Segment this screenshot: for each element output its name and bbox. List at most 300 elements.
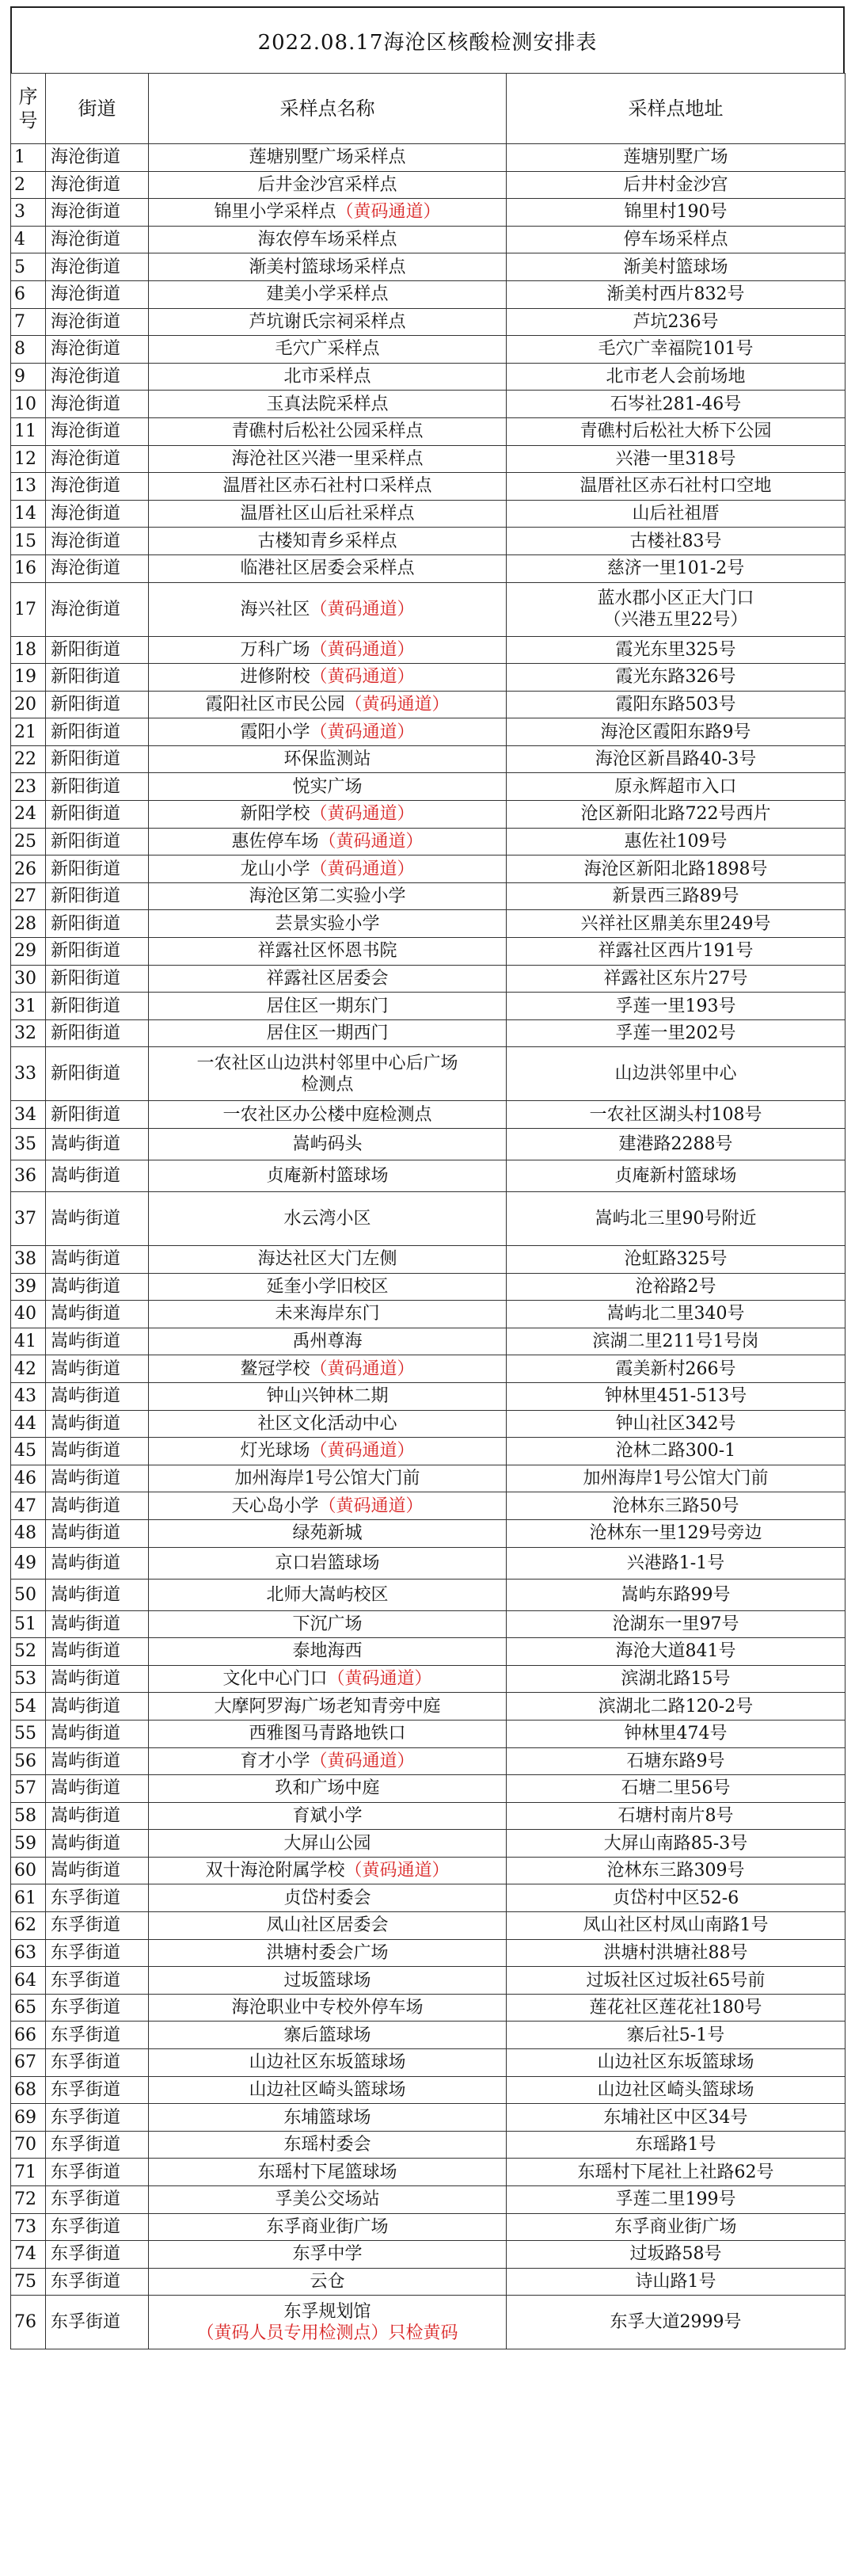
table-row xyxy=(11,1519,846,1547)
cell-no: 6 xyxy=(11,280,46,308)
cell-no: 27 xyxy=(11,882,46,910)
site-address-text: 沧林东三路50号 xyxy=(612,1496,739,1516)
site-address-text: 嵩屿北三里90号附近 xyxy=(595,1209,757,1229)
cell-no: 40 xyxy=(11,1301,46,1328)
cell-no: 39 xyxy=(11,1273,46,1301)
cell-site-name xyxy=(149,2049,507,2077)
table-row xyxy=(11,391,846,418)
cell-site-name xyxy=(149,1693,507,1721)
cell-no: 64 xyxy=(11,1967,46,1995)
site-name-text: 渐美村篮球场采样点 xyxy=(249,257,406,277)
table-row xyxy=(11,1693,846,1721)
site-name-text: 下沉广场 xyxy=(292,1614,363,1634)
cell-site-name xyxy=(149,554,507,582)
cell-site-address xyxy=(507,773,846,801)
site-address-text: 渐美村西片832号 xyxy=(606,284,745,305)
site-name-text: 一农社区山边洪村邻里中心后广场 xyxy=(196,1053,458,1073)
cell-no: 22 xyxy=(11,745,46,773)
table-row xyxy=(11,417,846,445)
cell-site-name xyxy=(149,500,507,528)
cell-no: 36 xyxy=(11,1160,46,1192)
cell-no: 29 xyxy=(11,938,46,966)
cell-no: 1 xyxy=(11,144,46,172)
table-row xyxy=(11,2241,846,2269)
site-address-text: 青礁村后松社大桥下公园 xyxy=(580,421,772,442)
cell-site-name xyxy=(149,1802,507,1830)
cell-site-address xyxy=(507,554,846,582)
cell-no: 19 xyxy=(11,664,46,692)
cell-site-address xyxy=(507,636,846,664)
cell-site-name xyxy=(149,280,507,308)
cell-no: 70 xyxy=(11,2131,46,2159)
site-name-text: 孚美公交场站 xyxy=(275,2189,380,2210)
site-name-text: 未来海岸东门 xyxy=(275,1304,380,1324)
cell-no: 66 xyxy=(11,2022,46,2049)
cell-site-name xyxy=(149,417,507,445)
table-row xyxy=(11,308,846,336)
cell-street: 东孚街道 xyxy=(46,1939,149,1967)
cell-site-name xyxy=(149,582,507,636)
cell-site-address xyxy=(507,2296,846,2349)
table-row xyxy=(11,1129,846,1160)
cell-street: 新阳街道 xyxy=(46,993,149,1020)
cell-street: 嵩屿街道 xyxy=(46,1519,149,1547)
cell-site-name xyxy=(149,1912,507,1940)
cell-no: 9 xyxy=(11,363,46,391)
cell-no: 3 xyxy=(11,199,46,227)
cell-site-address xyxy=(507,718,846,746)
cell-street: 嵩屿街道 xyxy=(46,1438,149,1465)
site-address-text: 海沧区新昌路40-3号 xyxy=(595,749,757,770)
table-row xyxy=(11,2104,846,2132)
cell-site-address xyxy=(507,1019,846,1047)
table-row xyxy=(11,473,846,501)
table-row xyxy=(11,1939,846,1967)
cell-site-address xyxy=(507,144,846,172)
site-name-text: 水云湾小区 xyxy=(283,1209,371,1229)
site-name-text: 一农社区办公楼中庭检测点 xyxy=(222,1104,432,1125)
cell-site-address xyxy=(507,1693,846,1721)
cell-street: 东孚街道 xyxy=(46,2296,149,2349)
cell-site-name xyxy=(149,171,507,199)
site-address-text: 加州海岸1号公馆大门前 xyxy=(583,1469,769,1489)
table-row xyxy=(11,801,846,829)
cell-site-name xyxy=(149,773,507,801)
cell-no: 41 xyxy=(11,1328,46,1355)
site-address-text: 东瑶村下尾社上社路62号 xyxy=(577,2162,774,2182)
site-address-text: 钟山社区342号 xyxy=(615,1413,736,1434)
cell-no: 52 xyxy=(11,1638,46,1666)
cell-site-name xyxy=(149,1830,507,1858)
cell-no: 21 xyxy=(11,718,46,746)
site-address-text: 钟林里451-513号 xyxy=(604,1386,747,1407)
cell-site-address xyxy=(507,910,846,938)
cell-site-address xyxy=(507,226,846,253)
cell-site-name xyxy=(149,855,507,883)
cell-site-name xyxy=(149,1273,507,1301)
cell-site-address xyxy=(507,1047,846,1101)
cell-site-name xyxy=(149,1355,507,1383)
cell-no: 76 xyxy=(11,2296,46,2349)
site-name-text: 海兴社区 xyxy=(240,599,310,619)
cell-site-name xyxy=(149,965,507,993)
cell-street: 嵩屿街道 xyxy=(46,1492,149,1520)
cell-street: 东孚街道 xyxy=(46,2268,149,2296)
cell-site-name xyxy=(149,1665,507,1693)
site-address-text: 嵩屿东路99号 xyxy=(621,1584,731,1605)
cell-site-name xyxy=(149,2268,507,2296)
cell-site-name xyxy=(149,2104,507,2132)
site-name-text: 山边社区崎头篮球场 xyxy=(249,2079,406,2100)
site-name-note: （黄码人员专用检测点）只检黄码 xyxy=(196,2323,458,2343)
cell-site-address xyxy=(507,391,846,418)
site-address-text: 沧林二路300-1 xyxy=(615,1441,736,1461)
cell-site-name xyxy=(149,1019,507,1047)
cell-street: 嵩屿街道 xyxy=(46,1547,149,1579)
site-name-text: 海沧区第二实验小学 xyxy=(249,886,406,907)
cell-site-address xyxy=(507,1830,846,1858)
cell-site-address xyxy=(507,1519,846,1547)
cell-site-address xyxy=(507,363,846,391)
cell-site-name xyxy=(149,2076,507,2104)
cell-site-name xyxy=(149,1160,507,1192)
cell-no: 8 xyxy=(11,336,46,364)
cell-street: 新阳街道 xyxy=(46,801,149,829)
site-address-text: 北市老人会前场地 xyxy=(606,367,746,387)
site-name-text: 惠佐停车场 xyxy=(231,831,319,852)
site-name-text: 凤山社区居委会 xyxy=(266,1915,389,1936)
cell-site-name xyxy=(149,1967,507,1995)
table-row xyxy=(11,1492,846,1520)
header-street: 街道 xyxy=(46,74,149,144)
table-row xyxy=(11,199,846,227)
cell-site-address xyxy=(507,1192,846,1246)
site-address-text: 后井村金沙宫 xyxy=(623,174,728,195)
cell-no: 45 xyxy=(11,1438,46,1465)
site-address-line2: （兴港五里22号） xyxy=(603,610,748,630)
site-name-line2: 检测点 xyxy=(301,1074,354,1095)
cell-street: 嵩屿街道 xyxy=(46,1579,149,1610)
cell-street: 新阳街道 xyxy=(46,636,149,664)
cell-street: 嵩屿街道 xyxy=(46,1301,149,1328)
cell-site-name xyxy=(149,745,507,773)
site-address-text: 钟林里474号 xyxy=(624,1724,728,1744)
table-row xyxy=(11,1994,846,2022)
cell-site-name xyxy=(149,391,507,418)
cell-street: 海沧街道 xyxy=(46,528,149,555)
cell-no: 7 xyxy=(11,308,46,336)
cell-site-name xyxy=(149,664,507,692)
cell-site-address xyxy=(507,1410,846,1438)
site-address-text: 新景西三路89号 xyxy=(612,886,739,907)
cell-street: 东孚街道 xyxy=(46,1994,149,2022)
table-row xyxy=(11,1802,846,1830)
site-name-text: 贞岱村委会 xyxy=(283,1888,371,1908)
cell-street: 嵩屿街道 xyxy=(46,1246,149,1274)
cell-no: 68 xyxy=(11,2076,46,2104)
site-name-text: 芦坑谢氏宗祠采样点 xyxy=(249,311,406,332)
cell-street: 新阳街道 xyxy=(46,1047,149,1101)
table-row xyxy=(11,965,846,993)
cell-site-address xyxy=(507,2131,846,2159)
cell-site-name xyxy=(149,1101,507,1129)
cell-no: 59 xyxy=(11,1830,46,1858)
cell-site-name xyxy=(149,1939,507,1967)
cell-site-name xyxy=(149,1638,507,1666)
cell-street: 东孚街道 xyxy=(46,2241,149,2269)
cell-site-address xyxy=(507,1547,846,1579)
site-name-text: 绿苑新城 xyxy=(292,1523,363,1544)
header-no: 序号 xyxy=(11,74,46,144)
cell-street: 新阳街道 xyxy=(46,855,149,883)
table-row xyxy=(11,773,846,801)
site-address-text: 沧区新阳北路722号西片 xyxy=(580,804,771,825)
table-row xyxy=(11,582,846,636)
site-address-text: 石塘二里56号 xyxy=(621,1778,731,1799)
cell-site-name xyxy=(149,1775,507,1803)
table-row xyxy=(11,1967,846,1995)
yellow-code-tag: （黄码通道） xyxy=(310,1441,415,1461)
site-address-text: 沧林东三路309号 xyxy=(606,1861,745,1881)
site-name-text: 海沧社区兴港一里采样点 xyxy=(231,448,424,469)
table-row xyxy=(11,1160,846,1192)
cell-street: 海沧街道 xyxy=(46,417,149,445)
table-body xyxy=(11,144,846,2349)
cell-site-address xyxy=(507,1802,846,1830)
cell-site-name xyxy=(149,1857,507,1884)
cell-site-address xyxy=(507,1857,846,1884)
site-address-text: 兴祥社区鼎美东里249号 xyxy=(580,913,771,934)
site-name-text: 灯光球场 xyxy=(240,1441,310,1461)
cell-street: 新阳街道 xyxy=(46,938,149,966)
cell-site-address xyxy=(507,1912,846,1940)
cell-street: 嵩屿街道 xyxy=(46,1857,149,1884)
cell-site-name xyxy=(149,1129,507,1160)
cell-site-name xyxy=(149,363,507,391)
cell-no: 50 xyxy=(11,1579,46,1610)
cell-site-address xyxy=(507,664,846,692)
cell-street: 嵩屿街道 xyxy=(46,1160,149,1192)
cell-site-address xyxy=(507,993,846,1020)
cell-site-address xyxy=(507,1665,846,1693)
cell-no: 12 xyxy=(11,445,46,473)
cell-no: 63 xyxy=(11,1939,46,1967)
cell-site-address xyxy=(507,2213,846,2241)
cell-site-name xyxy=(149,226,507,253)
table-row xyxy=(11,2296,846,2349)
site-name-text: 大屏山公园 xyxy=(283,1833,371,1854)
yellow-code-tag: （黄码通道） xyxy=(310,804,415,825)
table-row xyxy=(11,336,846,364)
cell-site-name xyxy=(149,882,507,910)
site-address-text: 沧林东一里129号旁边 xyxy=(589,1523,762,1544)
site-name-text: 居住区一期东门 xyxy=(266,996,389,1016)
header-site-name: 采样点名称 xyxy=(149,74,507,144)
cell-street: 东孚街道 xyxy=(46,2104,149,2132)
cell-no: 38 xyxy=(11,1246,46,1274)
site-address-text: 凤山社区村凤山南路1号 xyxy=(583,1915,769,1936)
cell-street: 新阳街道 xyxy=(46,910,149,938)
cell-street: 新阳街道 xyxy=(46,745,149,773)
cell-street: 海沧街道 xyxy=(46,336,149,364)
site-name-text: 东埔篮球场 xyxy=(283,2107,371,2128)
site-name-text: 东瑶村委会 xyxy=(283,2135,371,2155)
site-address-text: 霞美新村266号 xyxy=(615,1358,736,1379)
site-name-text: 芸景实验小学 xyxy=(275,913,380,934)
table-row xyxy=(11,2076,846,2104)
cell-street: 嵩屿街道 xyxy=(46,1382,149,1410)
cell-site-name xyxy=(149,1579,507,1610)
table-row xyxy=(11,280,846,308)
cell-site-address xyxy=(507,445,846,473)
table-row xyxy=(11,1410,846,1438)
cell-no: 13 xyxy=(11,473,46,501)
cell-street: 海沧街道 xyxy=(46,308,149,336)
cell-site-address xyxy=(507,528,846,555)
cell-site-name xyxy=(149,1519,507,1547)
cell-no: 72 xyxy=(11,2186,46,2214)
cell-site-address xyxy=(507,1967,846,1995)
cell-street: 海沧街道 xyxy=(46,500,149,528)
cell-site-name xyxy=(149,1047,507,1101)
table-row xyxy=(11,1301,846,1328)
table-row xyxy=(11,910,846,938)
table-row xyxy=(11,664,846,692)
cell-site-name xyxy=(149,801,507,829)
table-row xyxy=(11,1192,846,1246)
cell-street: 嵩屿街道 xyxy=(46,1693,149,1721)
cell-site-name xyxy=(149,993,507,1020)
site-address-text: 孚莲二里199号 xyxy=(615,2189,736,2210)
cell-street: 海沧街道 xyxy=(46,363,149,391)
table-row xyxy=(11,938,846,966)
cell-site-address xyxy=(507,2268,846,2296)
cell-no: 35 xyxy=(11,1129,46,1160)
table-row xyxy=(11,993,846,1020)
cell-no: 62 xyxy=(11,1912,46,1940)
yellow-code-tag: （黄码通道） xyxy=(344,694,450,714)
cell-site-name xyxy=(149,938,507,966)
cell-site-name xyxy=(149,1382,507,1410)
table-row xyxy=(11,500,846,528)
cell-site-address xyxy=(507,938,846,966)
cell-site-name xyxy=(149,308,507,336)
site-name-text: 悦实广场 xyxy=(292,776,363,797)
table-row xyxy=(11,1912,846,1940)
site-name-text: 天心岛小学 xyxy=(231,1496,319,1516)
yellow-code-tag: （黄码通道） xyxy=(336,202,441,223)
cell-site-address xyxy=(507,1994,846,2022)
cell-no: 56 xyxy=(11,1747,46,1775)
table-row xyxy=(11,1101,846,1129)
cell-no: 44 xyxy=(11,1410,46,1438)
cell-site-address xyxy=(507,2022,846,2049)
yellow-code-tag: （黄码通道） xyxy=(310,722,415,742)
cell-site-address xyxy=(507,855,846,883)
cell-no: 65 xyxy=(11,1994,46,2022)
cell-no: 26 xyxy=(11,855,46,883)
cell-street: 海沧街道 xyxy=(46,391,149,418)
cell-no: 23 xyxy=(11,773,46,801)
site-address-text: 孚莲一里193号 xyxy=(615,996,736,1016)
site-address-text: 石岑社281-46号 xyxy=(610,394,742,414)
cell-street: 海沧街道 xyxy=(46,199,149,227)
site-address-text: 贞庵新村篮球场 xyxy=(614,1166,737,1186)
site-name-text: 北师大嵩屿校区 xyxy=(266,1584,389,1605)
yellow-code-tag: （黄码通道） xyxy=(318,831,424,852)
cell-site-name xyxy=(149,1610,507,1638)
cell-no: 24 xyxy=(11,801,46,829)
cell-no: 5 xyxy=(11,253,46,281)
site-address-text: 毛穴广幸福院101号 xyxy=(598,339,754,360)
table-row xyxy=(11,363,846,391)
cell-no: 37 xyxy=(11,1192,46,1246)
cell-site-name xyxy=(149,718,507,746)
site-address-text: 惠佐社109号 xyxy=(624,831,728,852)
cell-no: 14 xyxy=(11,500,46,528)
cell-no: 25 xyxy=(11,828,46,855)
site-name-text: 锦里小学采样点 xyxy=(214,202,336,223)
site-name-text: 进修附校 xyxy=(240,667,310,688)
site-address-text: 嵩屿北二里340号 xyxy=(606,1304,745,1324)
cell-street: 新阳街道 xyxy=(46,773,149,801)
cell-street: 嵩屿街道 xyxy=(46,1355,149,1383)
site-name-text: 温厝社区赤石社村口采样点 xyxy=(222,476,432,497)
site-name-text: 嵩屿码头 xyxy=(292,1134,363,1154)
cell-no: 28 xyxy=(11,910,46,938)
table-row xyxy=(11,2049,846,2077)
site-name-text: 东瑶村下尾篮球场 xyxy=(257,2162,397,2182)
cell-site-address xyxy=(507,1775,846,1803)
cell-site-address xyxy=(507,336,846,364)
site-address-text: 贞岱村中区52-6 xyxy=(612,1888,739,1908)
cell-no: 48 xyxy=(11,1519,46,1547)
cell-site-address xyxy=(507,2241,846,2269)
site-name-text: 东孚规划馆 xyxy=(283,2301,371,2322)
site-address-text: 孚莲一里202号 xyxy=(615,1023,736,1044)
site-address-text: 温厝社区赤石社村口空地 xyxy=(580,476,772,497)
cell-site-address xyxy=(507,1579,846,1610)
site-name-text: 青礁村后松社公园采样点 xyxy=(231,421,424,442)
cell-no: 53 xyxy=(11,1665,46,1693)
site-address-text: 山边洪邻里中心 xyxy=(614,1064,737,1084)
site-name-text: 东孚商业街广场 xyxy=(266,2216,389,2237)
table-row xyxy=(11,2131,846,2159)
cell-site-address xyxy=(507,253,846,281)
cell-site-name xyxy=(149,1884,507,1912)
cell-site-address xyxy=(507,473,846,501)
table-row xyxy=(11,226,846,253)
cell-street: 海沧街道 xyxy=(46,473,149,501)
cell-site-name xyxy=(149,2241,507,2269)
cell-street: 新阳街道 xyxy=(46,691,149,718)
site-address-text: 过坂社区过坂社65号前 xyxy=(586,1970,766,1991)
yellow-code-tag: （黄码通道） xyxy=(318,1496,424,1516)
site-name-text: 加州海岸1号公馆大门前 xyxy=(234,1469,420,1489)
site-address-text: 石塘东路9号 xyxy=(626,1751,725,1771)
cell-street: 嵩屿街道 xyxy=(46,1830,149,1858)
cell-site-address xyxy=(507,2186,846,2214)
site-name-text: 海沧职业中专校外停车场 xyxy=(231,1998,424,2018)
table-row xyxy=(11,1775,846,1803)
cell-no: 73 xyxy=(11,2213,46,2241)
cell-street: 嵩屿街道 xyxy=(46,1192,149,1246)
cell-site-address xyxy=(507,1301,846,1328)
site-address-text: 山边社区东坂篮球场 xyxy=(597,2052,754,2073)
cell-site-address xyxy=(507,2076,846,2104)
cell-street: 海沧街道 xyxy=(46,171,149,199)
cell-street: 东孚街道 xyxy=(46,1912,149,1940)
